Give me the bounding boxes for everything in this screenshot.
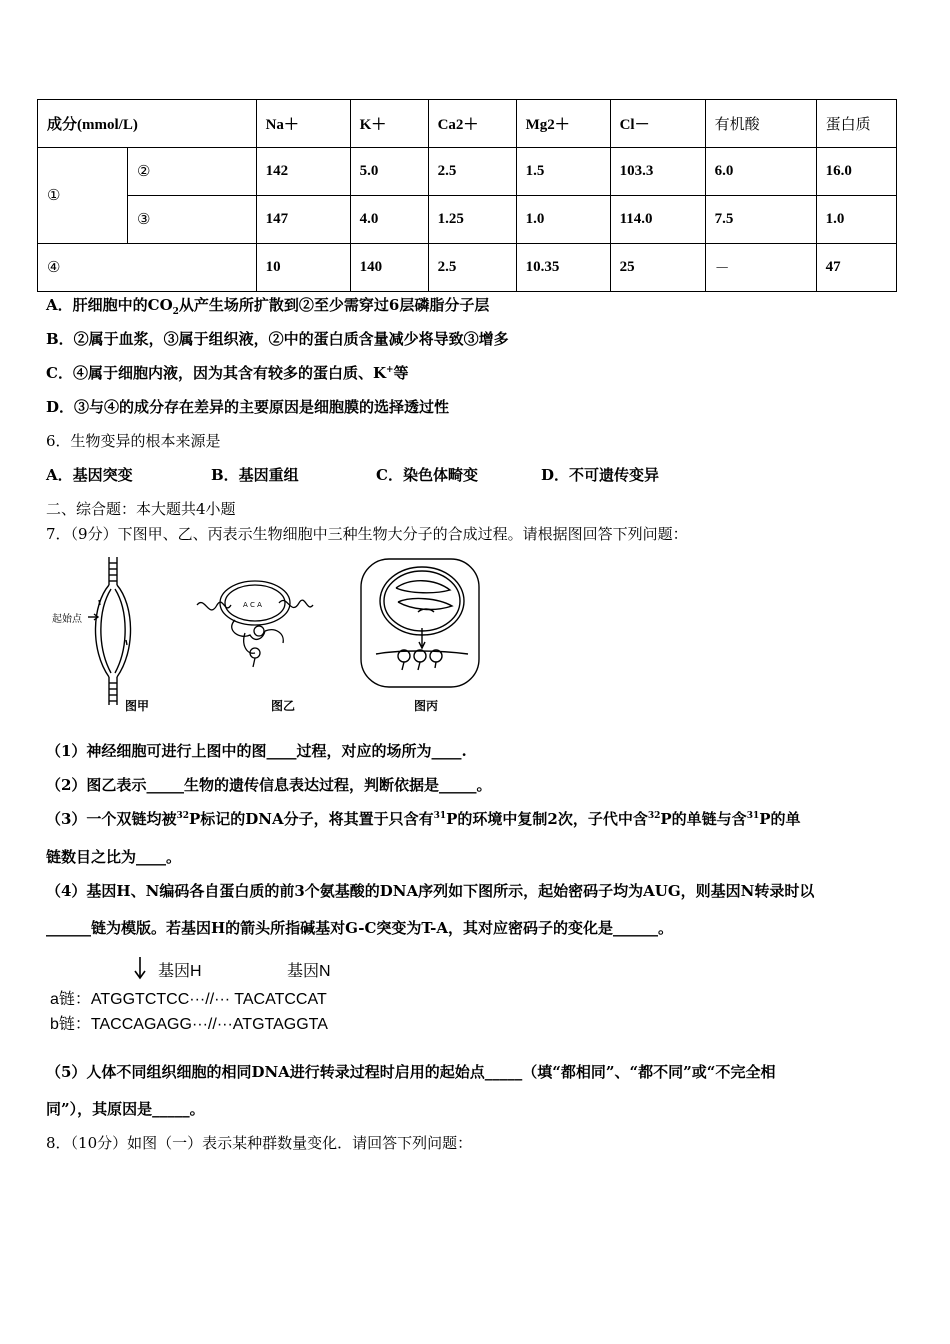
table-cell: 47 xyxy=(816,244,896,292)
table-cell: 6.0 xyxy=(705,148,816,196)
table-cell: 5.0 xyxy=(350,148,428,196)
table-cell: 2.5 xyxy=(428,148,516,196)
figure-jia-caption: 图甲 xyxy=(125,699,150,713)
ion-composition-table xyxy=(37,99,897,292)
table-cell: 10.35 xyxy=(516,244,610,292)
table-row-label: ③ xyxy=(128,196,257,244)
figure-bing xyxy=(358,556,488,716)
option-a xyxy=(46,294,489,317)
arrow-icon xyxy=(130,955,150,985)
q7-sub3-text: P的环境中复制2次，子代中含 xyxy=(446,810,648,828)
q6-option-a: A．基因突变 xyxy=(46,466,133,484)
q7-sub3-text: （3）一个双链均被 xyxy=(46,810,177,828)
q7-sub1: （1）神经细胞可进行上图中的图____过程，对应的场所为____. xyxy=(46,742,467,760)
option-d: D．③与④的成分存在差异的主要原因是细胞膜的选择透过性 xyxy=(46,398,450,416)
question-6-stem: 6．生物变异的根本来源是 xyxy=(46,432,221,450)
table-cell: 1.0 xyxy=(516,196,610,244)
question-6-options xyxy=(46,464,659,485)
table-header-cell: Ca2＋ xyxy=(428,100,516,148)
section-heading: 二、综合题：本大题共4小题 xyxy=(46,500,236,518)
eukaryotic-cell-diagram xyxy=(358,556,488,691)
q7-sub4-continued: ______链为模版。若基因H的箭头所指碱基对G-C突变为T-A，其对应密码子的变化是______。 xyxy=(46,919,673,937)
table-header-cell: Cl－ xyxy=(610,100,705,148)
q7-sub5: （5）人体不同组织细胞的相同DNA进行转录过程时启用的起始点_____（填“都相同”、“都不同”或“不完全相 xyxy=(46,1063,776,1081)
table-cell: 1.5 xyxy=(516,148,610,196)
figure-bing-caption: 图丙 xyxy=(414,699,439,713)
option-a-text: A．肝细胞中的CO xyxy=(46,296,173,314)
table-header-row xyxy=(38,100,897,148)
q6-option-c: C．染色体畸变 xyxy=(376,466,478,484)
q7-sub3-continued: 链数目之比为____。 xyxy=(46,848,182,866)
table-cell: 10 xyxy=(256,244,350,292)
figure-jia xyxy=(52,555,177,715)
table-cell: － xyxy=(705,244,816,292)
question-8-stem: 8．（10分）如图（一）表示某种群数量变化．请回答下列问题： xyxy=(46,1134,473,1152)
superscript: + xyxy=(385,365,394,375)
q7-sub3-text: P的单 xyxy=(759,810,801,828)
table-cell: 142 xyxy=(256,148,350,196)
table-header-cell: K＋ xyxy=(350,100,428,148)
table-cell: 1.0 xyxy=(816,196,896,244)
subscript: 2 xyxy=(172,307,179,317)
table-row-label: ④ xyxy=(38,244,257,292)
superscript: 31 xyxy=(433,811,447,821)
superscript: 32 xyxy=(647,811,661,821)
table-header-cell: 有机酸 xyxy=(705,100,816,148)
strand-letters: A C A xyxy=(243,601,262,609)
table-row xyxy=(38,196,897,244)
table-row-label: ② xyxy=(128,148,257,196)
start-point-label: 起始点 xyxy=(52,614,82,625)
table-group-label: ① xyxy=(38,148,128,244)
table-header-cell: Mg2＋ xyxy=(516,100,610,148)
table-cell: 7.5 xyxy=(705,196,816,244)
table-cell: 16.0 xyxy=(816,148,896,196)
figure-yi xyxy=(195,565,315,715)
table-cell: 4.0 xyxy=(350,196,428,244)
q7-sub3-text: P的单链与含 xyxy=(660,810,747,828)
figure-yi-caption: 图乙 xyxy=(271,699,296,713)
table-cell: 140 xyxy=(350,244,428,292)
table-cell: 2.5 xyxy=(428,244,516,292)
q6-option-d: D．不可遗传变异 xyxy=(541,466,660,484)
superscript: 31 xyxy=(746,811,760,821)
q7-sub2: （2）图乙表示_____生物的遗传信息表达过程，判断依据是_____。 xyxy=(46,776,492,794)
transcription-translation-diagram xyxy=(195,565,315,685)
table-header-cell: 蛋白质 xyxy=(816,100,896,148)
superscript: 32 xyxy=(176,811,189,821)
chain-b-sequence: b链：TACCAGAGG···//···ATGTAGGTA xyxy=(50,1016,328,1033)
table-row xyxy=(38,148,897,196)
q7-sub3 xyxy=(46,808,801,829)
chain-a-sequence: a链：ATGGTCTCC···//··· TACATCCAT xyxy=(50,991,327,1008)
table-header-cell: Na＋ xyxy=(256,100,350,148)
table-cell: 147 xyxy=(256,196,350,244)
table-cell: 25 xyxy=(610,244,705,292)
gene-h-label: 基因H xyxy=(158,963,202,980)
option-c-text: C．④属于细胞内液，因为其含有较多的蛋白质、K xyxy=(46,364,386,382)
option-c xyxy=(46,362,409,383)
table-cell: 103.3 xyxy=(610,148,705,196)
q7-sub3-text: P标记的DNA分子，将其置于只含有 xyxy=(188,810,434,828)
dna-replication-diagram xyxy=(52,555,177,715)
table-row xyxy=(38,244,897,292)
option-a-text-2: 从产生场所扩散到②至少需穿过6层磷脂分子层 xyxy=(178,296,490,314)
q6-option-b: B．基因重组 xyxy=(211,466,299,484)
table-cell: 1.25 xyxy=(428,196,516,244)
table-cell: 114.0 xyxy=(610,196,705,244)
question-7-stem: 7．（9分）下图甲、乙、丙表示生物细胞中三种生物大分子的合成过程。请根据图回答下列问题： xyxy=(46,525,688,543)
gene-n-label: 基因N xyxy=(287,963,331,980)
option-b: B．②属于血浆，③属于组织液，②中的蛋白质含量减少将导致③增多 xyxy=(46,330,509,348)
q7-sub5-continued: 同”），其原因是_____。 xyxy=(46,1100,205,1118)
option-c-text-2: 等 xyxy=(393,364,409,382)
q7-sub4: （4）基因H、N编码各自蛋白质的前3个氨基酸的DNA序列如下图所示，起始密码子均为AUG，则基因N转录时以 xyxy=(46,882,815,900)
table-header-cell: 成分(mmol/L) xyxy=(38,100,257,148)
